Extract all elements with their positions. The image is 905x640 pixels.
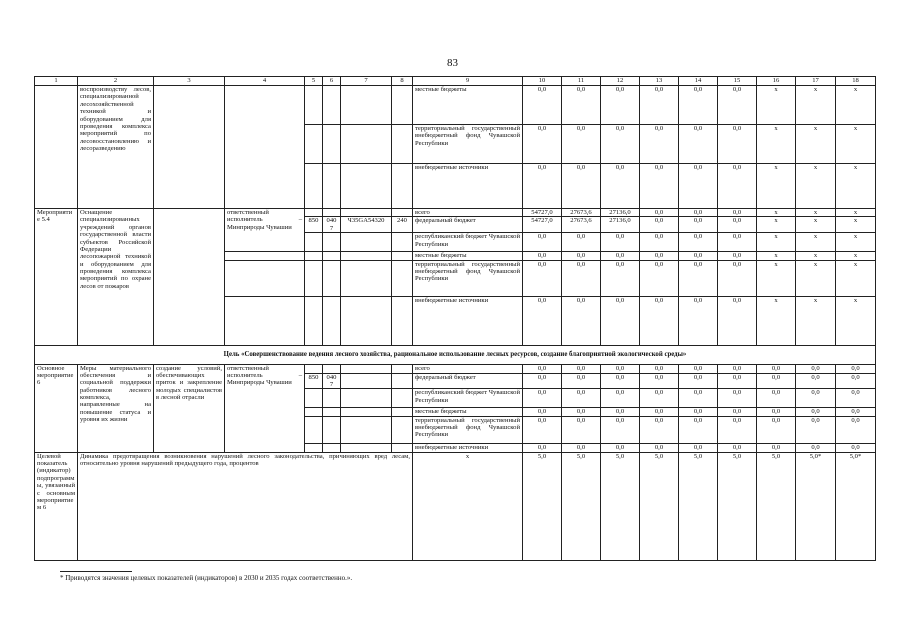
value-cell: 0,0 [601, 260, 640, 296]
funding-source: республиканский бюджет Чувашской Республики [413, 233, 523, 252]
empty-cell [392, 86, 413, 125]
value-cell: 0,0 [796, 389, 836, 408]
value-cell: 0,0 [718, 364, 757, 373]
value-cell: 27673,6 [562, 217, 601, 233]
value-cell: 0,0 [640, 209, 679, 217]
empty-cell [341, 125, 392, 164]
empty-cell [341, 209, 392, 217]
empty-cell [323, 233, 341, 252]
column-number: 3 [154, 77, 225, 86]
value-cell: x [757, 86, 796, 125]
executor: ответственный исполнитель – Минприроды Чувашии [225, 209, 305, 252]
value-cell: 0,0 [757, 364, 796, 373]
empty-cell [392, 364, 413, 373]
value-cell: 0,0 [836, 389, 876, 408]
table-row [35, 364, 876, 373]
empty-cell [323, 443, 341, 452]
page-number: 83 [447, 57, 458, 69]
target-indicator-row [35, 452, 876, 560]
column-number: 5 [305, 77, 323, 86]
empty-cell [341, 252, 392, 260]
goal-row [35, 345, 876, 364]
empty-cell [305, 389, 323, 408]
value-cell: 5,0 [757, 452, 796, 560]
value-cell: 5,0 [523, 452, 562, 560]
column-number: 12 [601, 77, 640, 86]
column-number: 1 [35, 77, 78, 86]
value-cell: 0,0 [796, 416, 836, 443]
value-cell: x [796, 233, 836, 252]
value-cell: 0,0 [640, 296, 679, 345]
expense-type-code: 240 [392, 217, 413, 233]
value-cell: 0,0 [640, 389, 679, 408]
value-cell: x [757, 164, 796, 209]
column-number: 9 [413, 77, 523, 86]
value-cell: x [757, 217, 796, 233]
value-cell: 0,0 [679, 233, 718, 252]
value-cell: 0,0 [718, 164, 757, 209]
value-cell: x [757, 125, 796, 164]
value-cell: 0,0 [836, 408, 876, 416]
empty-cell [341, 260, 392, 296]
target-unit: x [413, 452, 523, 560]
value-cell: 0,0 [523, 252, 562, 260]
value-cell: 0,0 [562, 443, 601, 452]
column-number: 2 [78, 77, 154, 86]
value-cell: 0,0 [757, 408, 796, 416]
empty-cell [392, 164, 413, 209]
value-cell: 0,0 [601, 389, 640, 408]
value-cell: 0,0 [718, 233, 757, 252]
empty-cell [341, 164, 392, 209]
column-number: 17 [796, 77, 836, 86]
value-cell: 0,0 [718, 408, 757, 416]
empty-cell [392, 209, 413, 217]
value-cell: 0,0 [640, 125, 679, 164]
value-cell: 0,0 [562, 86, 601, 125]
table-row [35, 86, 876, 125]
value-cell: 0,0 [601, 252, 640, 260]
column-number: 15 [718, 77, 757, 86]
value-cell: 0,0 [718, 443, 757, 452]
activity-label: Мероприятие 5.4 [35, 209, 78, 346]
empty-cell [305, 408, 323, 416]
value-cell: 0,0 [523, 86, 562, 125]
value-cell: 0,0 [523, 233, 562, 252]
value-cell: 0,0 [718, 260, 757, 296]
value-cell: 0,0 [523, 296, 562, 345]
value-cell: x [796, 125, 836, 164]
funding-source: местные бюджеты [413, 252, 523, 260]
value-cell: 27673,6 [562, 209, 601, 217]
empty-cell [305, 233, 323, 252]
value-cell: 0,0 [836, 443, 876, 452]
column-number: 16 [757, 77, 796, 86]
grbs-code: 850 [305, 373, 323, 389]
value-cell: x [836, 86, 876, 125]
value-cell: 0,0 [796, 443, 836, 452]
target-text: Динамика предотвращения возникновения нарушений лесного законодательства, причиняющих вред лесам, относительно уровня нарушений предыдущего года, процентов [78, 452, 413, 560]
value-cell: 0,0 [523, 373, 562, 389]
goal-title: Цель «Совершенствование ведения лесного хозяйства, рациональное использование лесных ресурсов, создание благоприятной экологической среды» [35, 345, 876, 364]
value-cell: 0,0 [718, 416, 757, 443]
empty-cell [392, 296, 413, 345]
funding-source: внебюджетные источники [413, 296, 523, 345]
value-cell: 0,0 [679, 164, 718, 209]
value-cell: 5,0 [601, 452, 640, 560]
footnote: * Приводятся значения целевых показателей (индикаторов) в 2030 и 2035 годах соответственно.». [60, 574, 353, 582]
value-cell: 0,0 [601, 125, 640, 164]
value-cell: 0,0 [640, 260, 679, 296]
value-cell: 0,0 [718, 373, 757, 389]
value-cell: x [796, 252, 836, 260]
funding-source: всего [413, 209, 523, 217]
empty-cell [323, 296, 341, 345]
empty-cell [341, 364, 392, 373]
empty-cell [35, 86, 78, 209]
value-cell: 5,0 [562, 452, 601, 560]
footnote-rule [60, 571, 132, 572]
column-number: 7 [341, 77, 392, 86]
empty-cell [225, 296, 305, 345]
funding-source: территориальный государственный внебюджетный фонд Чувашской Республики [413, 260, 523, 296]
value-cell: 0,0 [718, 86, 757, 125]
value-cell: 0,0 [679, 260, 718, 296]
empty-cell [392, 416, 413, 443]
value-cell: 0,0 [757, 373, 796, 389]
empty-cell [305, 164, 323, 209]
empty-cell [392, 252, 413, 260]
value-cell: 0,0 [757, 389, 796, 408]
empty-cell [341, 389, 392, 408]
value-cell: 5,0* [836, 452, 876, 560]
funding-source: федеральный бюджет [413, 373, 523, 389]
value-cell: 0,0 [836, 416, 876, 443]
value-cell: 0,0 [562, 164, 601, 209]
funding-source: республиканский бюджет Чувашской Республики [413, 389, 523, 408]
column-number: 10 [523, 77, 562, 86]
value-cell: x [796, 217, 836, 233]
value-cell: 0,0 [718, 125, 757, 164]
value-cell: 0,0 [679, 416, 718, 443]
value-cell: 0,0 [523, 443, 562, 452]
value-cell: 5,0 [718, 452, 757, 560]
value-cell: 0,0 [523, 416, 562, 443]
value-cell: 0,0 [562, 252, 601, 260]
value-cell: x [836, 252, 876, 260]
grbs-code: 850 [305, 217, 323, 233]
value-cell: 0,0 [640, 217, 679, 233]
empty-cell [323, 364, 341, 373]
value-cell: 0,0 [679, 408, 718, 416]
value-cell: 0,0 [679, 364, 718, 373]
column-number: 4 [225, 77, 305, 86]
value-cell: 0,0 [523, 260, 562, 296]
value-cell: 0,0 [640, 416, 679, 443]
value-cell: x [836, 260, 876, 296]
empty-cell [392, 125, 413, 164]
value-cell: 0,0 [523, 364, 562, 373]
column-number: 6 [323, 77, 341, 86]
empty-cell [323, 86, 341, 125]
empty-cell [323, 125, 341, 164]
value-cell: 0,0 [601, 443, 640, 452]
budget-table [34, 76, 876, 561]
value-cell: x [796, 296, 836, 345]
funding-source: территориальный государственный внебюджетный фонд Чувашской Республики [413, 125, 523, 164]
value-cell: 0,0 [718, 389, 757, 408]
value-cell: 0,0 [640, 443, 679, 452]
value-cell: 0,0 [640, 408, 679, 416]
value-cell: x [796, 164, 836, 209]
empty-cell [392, 260, 413, 296]
target-label: Целевой показатель (индикатор) подпрограммы, увязанный с основным мероприятием 6 [35, 452, 78, 560]
value-cell: x [796, 209, 836, 217]
value-cell: 0,0 [640, 164, 679, 209]
value-cell: 0,0 [796, 364, 836, 373]
value-cell: 0,0 [679, 373, 718, 389]
empty-cell [341, 86, 392, 125]
column-number: 11 [562, 77, 601, 86]
empty-cell [392, 373, 413, 389]
value-cell: 0,0 [796, 373, 836, 389]
value-cell: 0,0 [796, 408, 836, 416]
section-code: 0407 [323, 373, 341, 389]
empty-cell [305, 252, 323, 260]
value-cell: 0,0 [679, 443, 718, 452]
value-cell: x [757, 252, 796, 260]
activity-name: воспроизводству лесов, специализированной лесохозяйственной техникой и оборудованием для проведения комплекса мероприятий по лесовосстановлению и лесоразведению [78, 86, 154, 209]
value-cell: x [757, 209, 796, 217]
value-cell: 27136,0 [601, 217, 640, 233]
activity-name: Оснащение специализированных учреждений органов государственной власти субъектов Российской Федерации лесопожарной техникой и оборудованием для проведения комплекса мероприятий по охране лесов от пожаров [78, 209, 154, 346]
empty-cell [341, 408, 392, 416]
value-cell: 0,0 [757, 416, 796, 443]
value-cell: 0,0 [679, 209, 718, 217]
empty-cell [305, 209, 323, 217]
table-row [35, 209, 876, 217]
value-cell: 27136,0 [601, 209, 640, 217]
value-cell: 0,0 [679, 125, 718, 164]
value-cell: 0,0 [523, 125, 562, 164]
empty-cell [305, 260, 323, 296]
value-cell: 0,0 [601, 233, 640, 252]
value-cell: 5,0 [679, 452, 718, 560]
column-number: 18 [836, 77, 876, 86]
value-cell: 0,0 [679, 296, 718, 345]
empty-cell [392, 408, 413, 416]
value-cell: x [836, 164, 876, 209]
empty-cell [323, 260, 341, 296]
value-cell: 0,0 [640, 86, 679, 125]
column-number: 13 [640, 77, 679, 86]
value-cell: 0,0 [718, 217, 757, 233]
value-cell: 0,0 [523, 164, 562, 209]
funding-source: федеральный бюджет [413, 217, 523, 233]
empty-cell [341, 373, 392, 389]
activity-name: Меры материального обеспечения и социальной поддержки работников лесного комплекса, направленные на повышение статуса и уровня их жизни [78, 364, 154, 452]
value-cell: 0,0 [562, 364, 601, 373]
funding-source: территориальный государственный внебюджетный фонд Чувашской Республики [413, 416, 523, 443]
value-cell: x [757, 233, 796, 252]
empty-cell [341, 443, 392, 452]
target-article-code: Ч35GA54320 [341, 217, 392, 233]
value-cell: 54727,0 [523, 217, 562, 233]
column-number: 14 [679, 77, 718, 86]
value-cell: x [796, 260, 836, 296]
empty-cell [323, 252, 341, 260]
empty-cell [323, 416, 341, 443]
empty-cell [392, 233, 413, 252]
funding-source: внебюджетные источники [413, 164, 523, 209]
value-cell: x [836, 217, 876, 233]
value-cell: 0,0 [562, 296, 601, 345]
value-cell: 5,0 [640, 452, 679, 560]
value-cell: 54727,0 [523, 209, 562, 217]
value-cell: 0,0 [601, 164, 640, 209]
funding-source: местные бюджеты [413, 86, 523, 125]
value-cell: 0,0 [679, 389, 718, 408]
value-cell: 0,0 [757, 443, 796, 452]
value-cell: 0,0 [640, 233, 679, 252]
expected-result: создание условий, обеспечивающих приток и закрепление молодых специалистов в лесной отрасли [154, 364, 225, 452]
value-cell: 0,0 [562, 233, 601, 252]
value-cell: 0,0 [640, 252, 679, 260]
empty-cell [305, 416, 323, 443]
value-cell: 0,0 [718, 252, 757, 260]
funding-source: местные бюджеты [413, 408, 523, 416]
value-cell: 0,0 [523, 408, 562, 416]
value-cell: x [757, 260, 796, 296]
value-cell: x [836, 233, 876, 252]
empty-cell [392, 443, 413, 452]
value-cell: 0,0 [679, 217, 718, 233]
value-cell: 5,0* [796, 452, 836, 560]
value-cell: 0,0 [836, 373, 876, 389]
value-cell: 0,0 [640, 373, 679, 389]
value-cell: 0,0 [640, 364, 679, 373]
value-cell: 0,0 [679, 86, 718, 125]
funding-source: всего [413, 364, 523, 373]
empty-cell [323, 408, 341, 416]
value-cell: x [836, 296, 876, 345]
value-cell: 0,0 [523, 389, 562, 408]
value-cell: 0,0 [601, 296, 640, 345]
value-cell: 0,0 [601, 86, 640, 125]
empty-cell [341, 296, 392, 345]
empty-cell [341, 416, 392, 443]
empty-cell [154, 86, 225, 209]
empty-cell [225, 260, 305, 296]
activity-label: Основное мероприятие 6 [35, 364, 78, 452]
value-cell: 0,0 [601, 416, 640, 443]
empty-cell [323, 164, 341, 209]
value-cell: 0,0 [562, 125, 601, 164]
section-code: 0407 [323, 217, 341, 233]
value-cell: 0,0 [562, 260, 601, 296]
value-cell: 0,0 [562, 389, 601, 408]
empty-cell [305, 86, 323, 125]
value-cell: 0,0 [601, 364, 640, 373]
value-cell: 0,0 [718, 209, 757, 217]
column-number-row [35, 77, 876, 86]
empty-cell [305, 296, 323, 345]
value-cell: 0,0 [601, 408, 640, 416]
empty-cell [154, 209, 225, 346]
empty-cell [341, 233, 392, 252]
column-number: 8 [392, 77, 413, 86]
value-cell: 0,0 [836, 364, 876, 373]
empty-cell [392, 389, 413, 408]
empty-cell [323, 389, 341, 408]
value-cell: x [757, 296, 796, 345]
value-cell: 0,0 [562, 416, 601, 443]
empty-cell [225, 252, 305, 260]
empty-cell [225, 86, 305, 209]
funding-source: внебюджетные источники [413, 443, 523, 452]
value-cell: x [836, 209, 876, 217]
value-cell: 0,0 [562, 373, 601, 389]
value-cell: 0,0 [601, 373, 640, 389]
value-cell: x [796, 86, 836, 125]
empty-cell [305, 443, 323, 452]
empty-cell [323, 209, 341, 217]
value-cell: 0,0 [562, 408, 601, 416]
value-cell: 0,0 [718, 296, 757, 345]
value-cell: 0,0 [679, 252, 718, 260]
empty-cell [305, 125, 323, 164]
executor: ответственный исполнитель – Минприроды Чувашии [225, 364, 305, 452]
value-cell: x [836, 125, 876, 164]
empty-cell [305, 364, 323, 373]
